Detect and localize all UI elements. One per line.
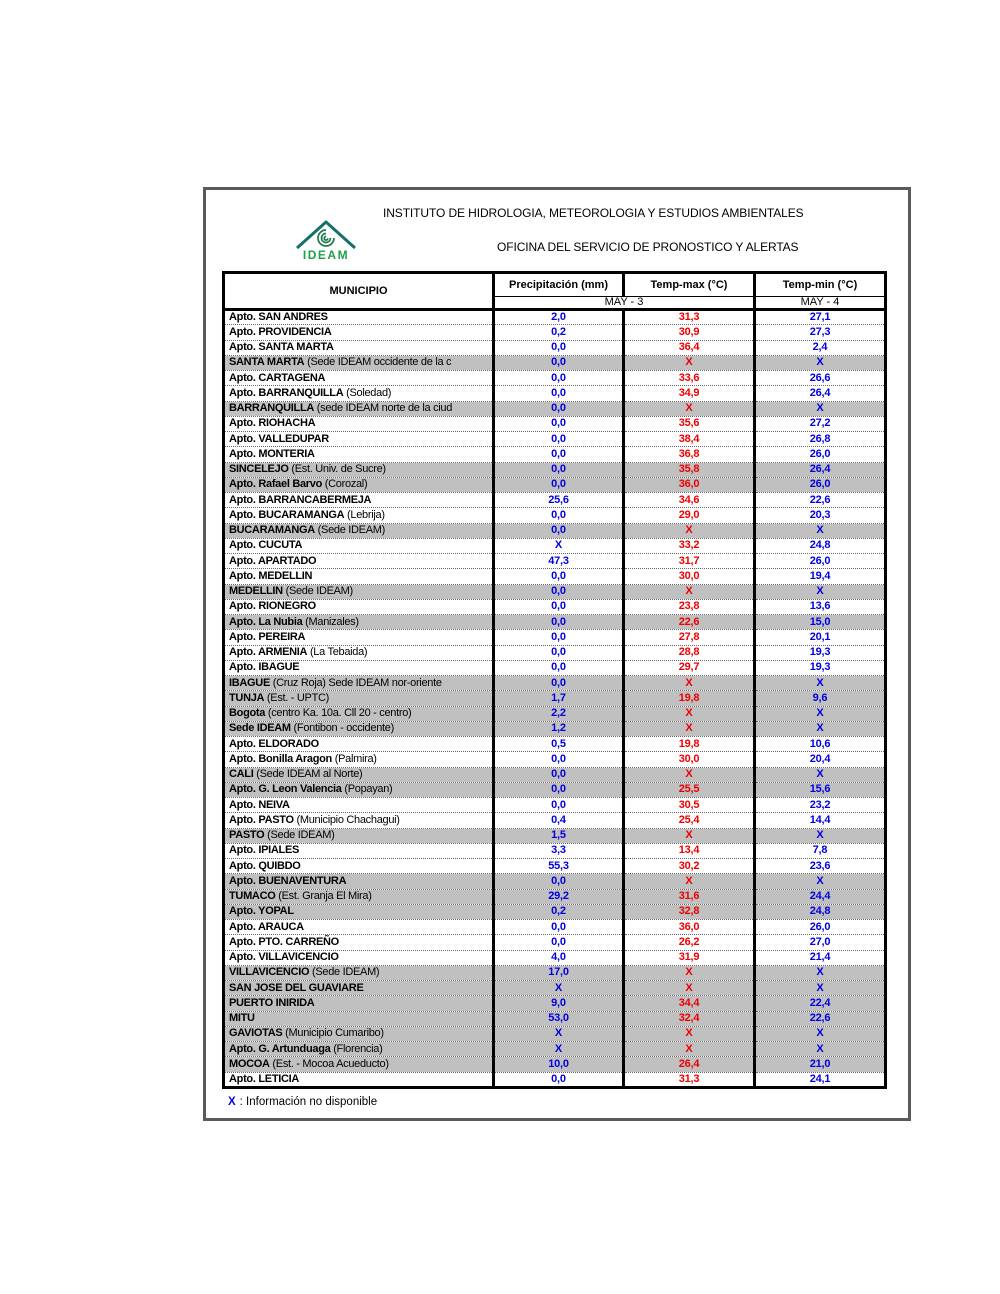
precip-value: 0,0 [494,462,624,477]
table-row [224,584,886,599]
temp-max-value: 27,8 [624,630,755,645]
temp-max-value: X [624,523,755,538]
precip-value: 0,0 [494,432,624,447]
temp-max-value: 26,4 [624,1057,755,1072]
municipio-cell: Apto. IPIALES [224,843,494,858]
table-row [224,691,886,706]
table-row [224,645,886,660]
table-row [224,1072,886,1087]
municipio-cell: MEDELLIN (Sede IDEAM) [224,584,494,599]
precip-value: 0,0 [494,615,624,630]
table-row [224,416,886,431]
temp-max-value: 32,8 [624,904,755,919]
table-row [224,1026,886,1041]
municipio-cell: Apto. PASTO (Municipio Chachagui) [224,813,494,828]
precip-value: 0,0 [494,874,624,889]
column-header-municipio: MUNICIPIO [224,273,494,310]
temp-min-value: 22,6 [755,493,886,508]
footnote-x-symbol: X [228,1096,236,1108]
precip-value: 10,0 [494,1057,624,1072]
precip-value: 0,5 [494,737,624,752]
temp-max-value: 34,6 [624,493,755,508]
temp-min-value: 21,4 [755,950,886,965]
temp-max-value: 36,8 [624,447,755,462]
temp-min-value: 20,3 [755,508,886,523]
temp-min-value: 7,8 [755,843,886,858]
temp-min-value: 26,8 [755,432,886,447]
precip-value: 0,0 [494,584,624,599]
temp-max-value: 28,8 [624,645,755,660]
temp-max-value: X [624,584,755,599]
precip-value: 0,0 [494,645,624,660]
municipio-cell: Apto. Rafael Barvo (Corozal) [224,477,494,492]
temp-min-value: X [755,828,886,843]
municipio-cell: Apto. ARMENIA (La Tebaida) [224,645,494,660]
temp-min-value: 22,4 [755,996,886,1011]
municipio-cell: Apto. ARAUCA [224,920,494,935]
precip-value: 0,0 [494,920,624,935]
temp-min-value: 13,6 [755,599,886,614]
table-row [224,447,886,462]
temp-min-value: 21,0 [755,1057,886,1072]
municipio-cell: Apto. APARTADO [224,554,494,569]
municipio-cell: SAN JOSE DEL GUAVIARE [224,981,494,996]
table-row [224,1057,886,1072]
table-row [224,782,886,797]
precip-value: 0,0 [494,782,624,797]
table-row [224,462,886,477]
temp-min-value: 26,4 [755,462,886,477]
municipio-cell: Apto. VALLEDUPAR [224,432,494,447]
table-row [224,325,886,340]
temp-min-value: 26,0 [755,554,886,569]
table-row [224,310,886,325]
temp-min-value: 26,0 [755,447,886,462]
temp-max-value: 30,0 [624,752,755,767]
municipio-cell: Apto. MEDELLIN [224,569,494,584]
temp-max-value: X [624,355,755,370]
temp-min-value: 14,4 [755,813,886,828]
precip-value: 47,3 [494,554,624,569]
table-row [224,904,886,919]
column-header-precipitacion: Precipitación (mm) [494,273,624,297]
municipio-cell: VILLAVICENCIO (Sede IDEAM) [224,965,494,980]
municipio-cell: Apto. BUENAVENTURA [224,874,494,889]
precip-value: 0,0 [494,340,624,355]
temp-max-value: 30,5 [624,798,755,813]
temp-max-value: X [624,401,755,416]
temp-max-value: 35,8 [624,462,755,477]
temp-max-value: 25,5 [624,782,755,797]
table-row [224,950,886,965]
precip-value: 0,0 [494,599,624,614]
municipio-cell: BARRANQUILLA (sede IDEAM norte de la ciud [224,401,494,416]
table-row [224,630,886,645]
table-row [224,371,886,386]
temp-max-value: 32,4 [624,1011,755,1026]
table-row [224,554,886,569]
temp-max-value: X [624,767,755,782]
municipio-cell: Apto. ELDORADO [224,737,494,752]
date-header-may3: MAY - 3 [494,297,755,310]
precip-value: 0,0 [494,752,624,767]
temp-min-value: 20,1 [755,630,886,645]
footnote-text: : Información no disponible [239,1096,378,1108]
temp-max-value: 19,8 [624,691,755,706]
municipio-cell: Apto. G. Leon Valencia (Popayan) [224,782,494,797]
municipio-cell: Apto. VILLAVICENCIO [224,950,494,965]
municipio-cell: Apto. BARRANQUILLA (Soledad) [224,386,494,401]
temp-max-value: 34,9 [624,386,755,401]
precip-value: 3,3 [494,843,624,858]
ideam-logo-text: IDEAM [302,248,350,262]
table-row [224,965,886,980]
precip-value: 0,0 [494,630,624,645]
temp-max-value: X [624,874,755,889]
temp-max-value: X [624,706,755,721]
municipio-cell: Apto. RIOHACHA [224,416,494,431]
temp-max-value: X [624,828,755,843]
temp-min-value: X [755,767,886,782]
municipio-cell: Apto. MONTERIA [224,447,494,462]
temp-max-value: 22,6 [624,615,755,630]
column-header-row [224,273,886,297]
column-header-temp-min: Temp-min (°C) [755,273,886,297]
temp-max-value: X [624,1042,755,1057]
temp-min-value: 15,6 [755,782,886,797]
table-row [224,432,886,447]
temp-max-value: X [624,1026,755,1041]
ideam-logo [292,218,360,262]
precip-value: 0,0 [494,416,624,431]
temp-min-value: X [755,523,886,538]
table-row [224,1011,886,1026]
temp-min-value: 20,4 [755,752,886,767]
municipio-cell: SINCELEJO (Est. Univ. de Sucre) [224,462,494,477]
temp-min-value: X [755,706,886,721]
date-header-may4: MAY - 4 [755,297,886,310]
precip-value: 0,0 [494,660,624,675]
table-row [224,798,886,813]
municipio-cell: CALI (Sede IDEAM al Norte) [224,767,494,782]
municipio-cell: Apto. Bonilla Aragon (Palmira) [224,752,494,767]
municipio-cell: Apto. RIONEGRO [224,599,494,614]
temp-max-value: 19,8 [624,737,755,752]
temp-min-value: 24,4 [755,889,886,904]
table-row [224,523,886,538]
table-row [224,660,886,675]
municipio-cell: PASTO (Sede IDEAM) [224,828,494,843]
temp-max-value: 31,3 [624,1072,755,1087]
temp-max-value: 25,4 [624,813,755,828]
table-row [224,493,886,508]
temp-max-value: 33,2 [624,538,755,553]
temp-min-value: X [755,981,886,996]
table-row [224,828,886,843]
municipio-cell: Apto. PROVIDENCIA [224,325,494,340]
temp-max-value: X [624,721,755,736]
precip-value: 0,0 [494,371,624,386]
municipio-cell: Apto. PEREIRA [224,630,494,645]
temp-min-value: X [755,874,886,889]
municipio-cell: MITU [224,1011,494,1026]
ideam-mountain-spiral-icon [294,218,358,250]
precip-value: 0,0 [494,386,624,401]
temp-max-value: 29,0 [624,508,755,523]
temp-max-value: 29,7 [624,660,755,675]
table-row [224,706,886,721]
column-header-temp-max: Temp-max (°C) [624,273,755,297]
precip-value: 0,0 [494,767,624,782]
precip-value: 53,0 [494,1011,624,1026]
temp-max-value: 26,2 [624,935,755,950]
temp-min-value: 19,3 [755,645,886,660]
temp-min-value: 26,4 [755,386,886,401]
temp-min-value: 26,0 [755,920,886,935]
municipio-cell: Apto. IBAGUE [224,660,494,675]
temp-min-value: X [755,1026,886,1041]
precip-value: 0,2 [494,904,624,919]
temp-max-value: X [624,676,755,691]
precip-value: 0,0 [494,569,624,584]
table-row [224,340,886,355]
temp-min-value: X [755,355,886,370]
municipio-cell: Apto. La Nubia (Manizales) [224,615,494,630]
temp-max-value: 33,6 [624,371,755,386]
precip-value: 9,0 [494,996,624,1011]
temp-min-value: 27,1 [755,310,886,325]
precip-value: 4,0 [494,950,624,965]
table-row [224,996,886,1011]
temp-max-value: 30,0 [624,569,755,584]
table-row [224,920,886,935]
temp-max-value: X [624,965,755,980]
municipio-cell: Apto. SAN ANDRES [224,310,494,325]
table-row [224,843,886,858]
municipio-cell: TUNJA (Est. - UPTC) [224,691,494,706]
temp-max-value: 30,9 [624,325,755,340]
report-subtitle: OFICINA DEL SERVICIO DE PRONOSTICO Y ALERTAS [497,240,799,254]
precip-value: 2,0 [494,310,624,325]
table-row [224,737,886,752]
municipio-cell: TUMACO (Est. Granja El Mira) [224,889,494,904]
municipio-cell: PUERTO INIRIDA [224,996,494,1011]
temp-max-value: X [624,981,755,996]
temp-max-value: 23,8 [624,599,755,614]
table-row [224,599,886,614]
temp-max-value: 36,0 [624,477,755,492]
temp-min-value: 22,6 [755,1011,886,1026]
temp-min-value: 23,6 [755,859,886,874]
precip-value: 1,7 [494,691,624,706]
precip-value: 0,0 [494,798,624,813]
table-row [224,508,886,523]
precip-value: X [494,538,624,553]
table-row [224,355,886,370]
precip-value: X [494,1042,624,1057]
table-row [224,935,886,950]
municipio-cell: Sede IDEAM (Fontibon - occidente) [224,721,494,736]
table-row [224,569,886,584]
municipio-cell: MOCOA (Est. - Mocoa Acueducto) [224,1057,494,1072]
temp-min-value: 15,0 [755,615,886,630]
municipio-cell: Apto. YOPAL [224,904,494,919]
temp-max-value: 31,3 [624,310,755,325]
precip-value: 25,6 [494,493,624,508]
precip-value: 2,2 [494,706,624,721]
municipio-cell: Apto. QUIBDO [224,859,494,874]
table-row [224,386,886,401]
precip-value: 0,0 [494,355,624,370]
temp-max-value: 31,9 [624,950,755,965]
temp-min-value: 23,2 [755,798,886,813]
municipio-cell: Apto. PTO. CARREÑO [224,935,494,950]
precip-value: 0,0 [494,1072,624,1087]
precip-value: X [494,1026,624,1041]
precip-value: 0,0 [494,447,624,462]
precip-value: 0,0 [494,935,624,950]
table-row [224,859,886,874]
precip-value: 0,4 [494,813,624,828]
temp-min-value: X [755,721,886,736]
precip-value: 0,0 [494,676,624,691]
temp-min-value: X [755,401,886,416]
temp-min-value: X [755,584,886,599]
temp-min-value: 27,0 [755,935,886,950]
table-row [224,538,886,553]
precip-value: 0,0 [494,401,624,416]
precip-value: 0,0 [494,477,624,492]
precip-value: 29,2 [494,889,624,904]
temp-min-value: 19,3 [755,660,886,675]
report-title: INSTITUTO DE HIDROLOGIA, METEOROLOGIA Y ESTUDIOS AMBIENTALES [383,206,804,220]
municipio-cell: Apto. CARTAGENA [224,371,494,386]
weather-table [222,271,887,1089]
municipio-cell: Apto. BARRANCABERMEJA [224,493,494,508]
precip-value: 55,3 [494,859,624,874]
temp-min-value: X [755,676,886,691]
precip-value: 0,0 [494,508,624,523]
precip-value: 0,2 [494,325,624,340]
temp-max-value: 34,4 [624,996,755,1011]
precip-value: 0,0 [494,523,624,538]
municipio-cell: Apto. NEIVA [224,798,494,813]
municipio-cell: Apto. G. Artunduaga (Florencia) [224,1042,494,1057]
municipio-cell: Apto. BUCARAMANGA (Lebrija) [224,508,494,523]
temp-min-value: 24,8 [755,538,886,553]
municipio-cell: GAVIOTAS (Municipio Cumaribo) [224,1026,494,1041]
municipio-cell: Bogota (centro Ka. 10a. Cll 20 - centro) [224,706,494,721]
temp-min-value: 24,1 [755,1072,886,1087]
municipio-cell: SANTA MARTA (Sede IDEAM occidente de la c [224,355,494,370]
temp-max-value: 31,7 [624,554,755,569]
temp-max-value: 35,6 [624,416,755,431]
temp-max-value: 30,2 [624,859,755,874]
table-row [224,767,886,782]
temp-min-value: 24,8 [755,904,886,919]
table-row [224,752,886,767]
table-row [224,874,886,889]
municipio-cell: Apto. CUCUTA [224,538,494,553]
municipio-cell: Apto. LETICIA [224,1072,494,1087]
precip-value: 17,0 [494,965,624,980]
temp-max-value: 13,4 [624,843,755,858]
precip-value: 1,5 [494,828,624,843]
temp-min-value: 27,2 [755,416,886,431]
temp-min-value: 19,4 [755,569,886,584]
table-row [224,401,886,416]
temp-min-value: 9,6 [755,691,886,706]
temp-min-value: 26,6 [755,371,886,386]
temp-min-value: 27,3 [755,325,886,340]
table-row [224,721,886,736]
footnote [228,1096,377,1108]
weather-table-body [224,310,886,1088]
table-row [224,477,886,492]
temp-max-value: 31,6 [624,889,755,904]
temp-min-value: 26,0 [755,477,886,492]
table-row [224,981,886,996]
municipio-cell: IBAGUE (Cruz Roja) Sede IDEAM nor-oriente [224,676,494,691]
municipio-cell: Apto. SANTA MARTA [224,340,494,355]
precip-value: X [494,981,624,996]
precip-value: 1,2 [494,721,624,736]
table-row [224,813,886,828]
temp-max-value: 38,4 [624,432,755,447]
temp-min-value: X [755,965,886,980]
municipio-cell: BUCARAMANGA (Sede IDEAM) [224,523,494,538]
temp-max-value: 36,0 [624,920,755,935]
table-row [224,1042,886,1057]
table-row [224,889,886,904]
table-row [224,676,886,691]
table-row [224,615,886,630]
temp-max-value: 36,4 [624,340,755,355]
temp-min-value: X [755,1042,886,1057]
temp-min-value: 2,4 [755,340,886,355]
temp-min-value: 10,6 [755,737,886,752]
